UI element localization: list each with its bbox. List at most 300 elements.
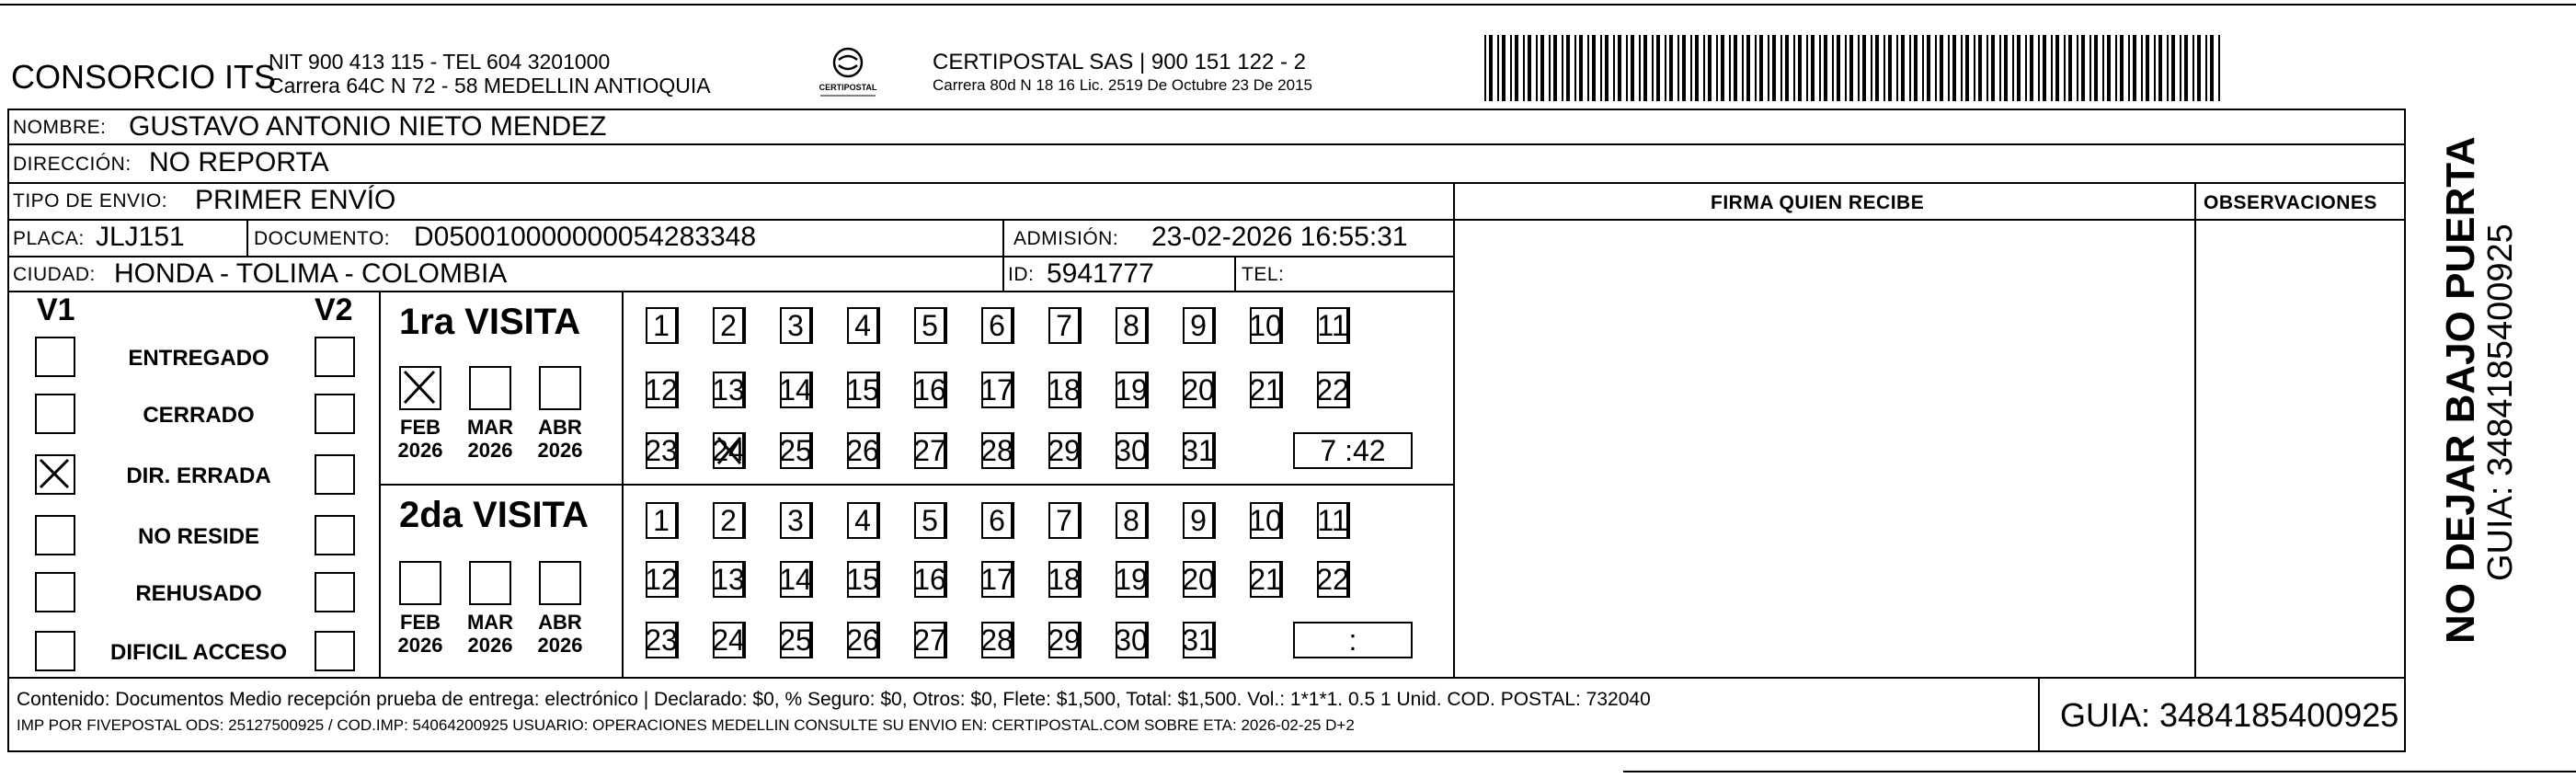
day-number: 6	[989, 503, 1005, 537]
bottom-rule	[1623, 771, 2576, 772]
day-cell[interactable]	[914, 432, 947, 469]
day-cell[interactable]	[780, 622, 813, 658]
day-cell[interactable]	[1183, 307, 1216, 344]
barcode-bar	[2192, 35, 2194, 101]
day-number: 1	[653, 308, 670, 342]
status-v2-checkbox[interactable]	[315, 394, 355, 434]
status-v1-checkbox[interactable]	[35, 515, 75, 555]
check-mark-icon	[715, 434, 746, 469]
barcode-bar	[1940, 35, 1943, 101]
barcode-bar	[1579, 35, 1583, 101]
barcode-bar	[1592, 35, 1596, 101]
side-warning: NO DEJAR BAJO PUERTA	[2438, 136, 2483, 644]
barcode-bar	[2081, 35, 2085, 101]
day-cell[interactable]	[1048, 561, 1082, 598]
day-number: 28	[980, 433, 1013, 467]
day-cell[interactable]	[914, 307, 947, 344]
barcode-bar	[1703, 35, 1705, 101]
barcode-bar	[1631, 35, 1634, 101]
barcode-bar	[1695, 35, 1699, 101]
day-cell[interactable]	[981, 561, 1014, 598]
day-number: 30	[1115, 623, 1148, 657]
status-v2-checkbox[interactable]	[315, 572, 355, 612]
day-cell[interactable]	[1116, 502, 1149, 539]
day-number: 1	[653, 503, 670, 537]
day-number: 20	[1182, 372, 1215, 406]
grid-line	[2038, 677, 2040, 752]
day-number: 9	[1190, 503, 1207, 537]
footer-content-line: Contenido: Documentos Medio recepción prueba de entrega: electrónico | Declarado: $0, % Seguro: $0, Otros: $0, Flete: $1,500, Total: $1,500. Vol.: 1*1*1. 0.5 1 Unid. COD. POSTAL: 732040	[17, 689, 1651, 710]
month-checkbox[interactable]	[539, 561, 581, 605]
day-cell[interactable]	[646, 432, 679, 469]
barcode-bar	[2055, 35, 2059, 101]
day-cell[interactable]	[713, 432, 746, 469]
barcode-bar	[1656, 35, 1660, 101]
day-cell[interactable]	[1317, 502, 1350, 539]
day-cell[interactable]	[780, 561, 813, 598]
day-number: 7	[1056, 308, 1072, 342]
barcode-bar	[1502, 35, 1506, 101]
ciudad-value: HONDA - TOLIMA - COLOMBIA	[114, 258, 508, 289]
day-cell[interactable]	[646, 502, 679, 539]
barcode-bar	[1991, 35, 1995, 101]
month-year: 2026	[397, 439, 443, 463]
day-number: 30	[1115, 433, 1148, 467]
month-checkbox[interactable]	[469, 561, 511, 605]
first-visit-title: 1ra VISITA	[399, 302, 581, 342]
barcode-bar	[1759, 35, 1763, 101]
day-number: 8	[1123, 308, 1139, 342]
direccion-label: DIRECCIÓN:	[13, 154, 132, 175]
day-number: 3	[787, 503, 804, 537]
month-year: 2026	[467, 439, 513, 463]
day-number: 4	[854, 308, 871, 342]
barcode-bar	[2043, 35, 2046, 101]
month-name: FEB	[400, 611, 441, 634]
documento-value: D050010000000054283348	[414, 222, 757, 252]
day-number: 6	[989, 308, 1005, 342]
day-cell[interactable]	[981, 622, 1014, 658]
day-cell[interactable]	[1048, 622, 1082, 658]
day-number: 25	[779, 623, 812, 657]
grid-line	[1453, 182, 1455, 677]
barcode-bar	[2184, 35, 2188, 101]
day-number: 31	[1182, 623, 1215, 657]
day-cell[interactable]	[1250, 502, 1283, 539]
day-cell[interactable]	[1183, 372, 1216, 408]
day-cell[interactable]	[1317, 372, 1350, 408]
day-cell[interactable]	[646, 307, 679, 344]
day-number: 5	[922, 308, 938, 342]
certipostal-logo	[811, 44, 885, 101]
barcode-bar	[1489, 35, 1493, 101]
barcode-bar	[2107, 35, 2111, 101]
day-cell[interactable]	[1116, 622, 1149, 658]
barcode-bar	[1824, 35, 1827, 101]
day-cell[interactable]	[1048, 432, 1082, 469]
barcode-bar	[2038, 35, 2040, 101]
day-number: 13	[712, 562, 745, 596]
status-v1-checkbox[interactable]	[35, 394, 75, 434]
day-cell[interactable]	[646, 622, 679, 658]
status-label: NO RESIDE	[137, 524, 260, 549]
day-cell[interactable]	[847, 502, 880, 539]
grid-line	[246, 219, 248, 257]
time-box[interactable]: 7 :42	[1293, 432, 1413, 469]
barcode-bar	[1798, 35, 1802, 101]
direccion-value: NO REPORTA	[149, 147, 329, 177]
grid-line	[2404, 109, 2406, 752]
month-label	[531, 611, 590, 658]
day-number: 10	[1249, 503, 1282, 537]
barcode-bar	[1999, 35, 2001, 101]
day-cell[interactable]	[1048, 307, 1082, 344]
barcode-bar	[1978, 35, 1982, 101]
v2-header: V2	[315, 292, 353, 327]
day-number: 2	[720, 308, 737, 342]
barcode-bar	[1845, 35, 1847, 101]
observaciones-header: OBSERVACIONES	[2204, 192, 2377, 213]
barcode-bar	[2089, 35, 2091, 101]
day-cell[interactable]	[1116, 307, 1149, 344]
day-cell[interactable]	[1048, 502, 1082, 539]
placa-value: JLJ151	[96, 222, 185, 252]
day-number: 23	[645, 433, 678, 467]
day-number: 27	[913, 623, 946, 657]
barcode-bar	[1562, 35, 1563, 101]
day-number: 11	[1317, 503, 1348, 537]
day-cell[interactable]	[1183, 502, 1216, 539]
day-number: 28	[980, 623, 1013, 657]
grid-line	[7, 143, 2406, 145]
barcode-bar	[1871, 35, 1872, 101]
status-v2-checkbox[interactable]	[315, 631, 355, 671]
barcode-bar	[1643, 35, 1647, 101]
barcode-bar	[2218, 35, 2220, 101]
footer-print-line: IMP POR FIVEPOSTAL ODS: 25127500925 / COD.IMP: 54064200925 USUARIO: OPERACIONES MEDELLIN CONSULTE SU ENVIO EN: CERTIPOSTAL.COM SOBRE ETA: 2026-02-25 D+2	[17, 716, 1355, 734]
barcode-bar	[1587, 35, 1589, 101]
day-number: 19	[1115, 562, 1148, 596]
day-cell[interactable]	[1183, 561, 1216, 598]
day-cell[interactable]	[1250, 372, 1283, 408]
barcode-bar	[1901, 35, 1905, 101]
barcode-bar	[1566, 35, 1570, 101]
day-cell[interactable]	[981, 372, 1014, 408]
grid-line	[7, 109, 9, 752]
grid-line	[7, 750, 2406, 752]
barcode-bar	[1819, 35, 1821, 101]
barcode-bar	[1935, 35, 1937, 101]
svg-text:CERTIPOSTAL: CERTIPOSTAL	[819, 83, 877, 92]
grid-line	[7, 109, 2406, 110]
day-cell[interactable]	[1317, 307, 1350, 344]
check-mark-icon	[37, 456, 74, 493]
barcode-bar	[1690, 35, 1692, 101]
barcode-bar	[1965, 35, 1969, 101]
barcode-bar	[1875, 35, 1879, 101]
day-number: 2	[720, 503, 737, 537]
day-number: 15	[846, 562, 879, 596]
barcode-bar	[2128, 35, 2130, 101]
day-cell[interactable]	[780, 502, 813, 539]
barcode-bar	[2102, 35, 2104, 101]
id-value: 5941777	[1047, 258, 1154, 289]
barcode-bar	[1536, 35, 1538, 101]
day-cell[interactable]	[780, 307, 813, 344]
barcode-bar	[1806, 35, 1808, 101]
status-label: ENTREGADO	[128, 346, 269, 371]
day-cell[interactable]	[713, 502, 746, 539]
status-v1-checkbox[interactable]	[35, 454, 75, 495]
day-cell[interactable]	[713, 307, 746, 344]
month-label	[461, 611, 520, 658]
tipo-envio-label: TIPO DE ENVIO:	[13, 190, 168, 212]
barcode-bar	[1793, 35, 1795, 101]
barcode-bar	[1832, 35, 1834, 101]
month-label	[531, 416, 590, 463]
documento-label: DOCUMENTO:	[254, 228, 391, 249]
day-cell[interactable]	[1048, 372, 1082, 408]
month-label	[391, 611, 450, 658]
day-cell[interactable]	[847, 372, 880, 408]
day-number: 23	[645, 623, 678, 657]
nombre-label: NOMBRE:	[13, 117, 107, 138]
barcode-bar	[1510, 35, 1512, 101]
barcode-bar	[1626, 35, 1628, 101]
month-year: 2026	[397, 634, 443, 658]
day-cell[interactable]	[847, 561, 880, 598]
grid-line	[7, 291, 1455, 292]
day-number: 3	[787, 308, 804, 342]
day-cell[interactable]	[847, 432, 880, 469]
barcode-bar	[1883, 35, 1885, 101]
barcode-bar	[1540, 35, 1544, 101]
status-v2-checkbox[interactable]	[315, 515, 355, 555]
barcode-bar	[1948, 35, 1950, 101]
barcode-bar	[1708, 35, 1712, 101]
day-cell[interactable]	[1116, 432, 1149, 469]
day-number: 16	[913, 562, 946, 596]
barcode-bar	[1922, 35, 1924, 101]
day-number: 29	[1048, 433, 1081, 467]
barcode-bar	[1858, 35, 1860, 101]
day-cell[interactable]	[981, 432, 1014, 469]
month-name: ABR	[538, 611, 582, 634]
month-label	[391, 416, 450, 463]
grid-line	[379, 484, 1455, 486]
grid-line	[622, 291, 624, 677]
day-number: 22	[1316, 372, 1349, 406]
day-cell[interactable]	[713, 622, 746, 658]
admision-value: 23-02-2026 16:55:31	[1151, 222, 1408, 252]
barcode-bar	[1528, 35, 1531, 101]
barcode-bar	[2068, 35, 2072, 101]
barcode-bar	[1896, 35, 1898, 101]
time-box[interactable]: :	[1293, 622, 1413, 658]
barcode-bar	[1605, 35, 1609, 101]
month-name: MAR	[466, 611, 514, 634]
barcode-bar	[2133, 35, 2136, 101]
day-cell[interactable]	[1116, 561, 1149, 598]
day-cell[interactable]	[1116, 372, 1149, 408]
barcode-bar	[2017, 35, 2021, 101]
barcode-bar	[1780, 35, 1782, 101]
id-label: ID:	[1008, 264, 1035, 285]
day-number: 16	[913, 372, 946, 406]
barcode-bar	[2167, 35, 2169, 101]
status-v1-checkbox[interactable]	[35, 337, 75, 377]
day-number: 22	[1316, 562, 1349, 596]
barcode-bar	[1961, 35, 1963, 101]
barcode-bar	[1515, 35, 1518, 101]
barcode-bar	[2171, 35, 2175, 101]
nombre-value: GUSTAVO ANTONIO NIETO MENDEZ	[129, 111, 607, 142]
day-number: 24	[712, 433, 745, 467]
day-number: 8	[1123, 503, 1139, 537]
day-cell[interactable]	[914, 561, 947, 598]
month-checkbox[interactable]	[399, 366, 441, 410]
day-number: 12	[645, 372, 678, 406]
day-cell[interactable]	[1250, 307, 1283, 344]
month-checkbox[interactable]	[399, 561, 441, 605]
day-cell[interactable]	[1183, 432, 1216, 469]
admision-label: ADMISIÓN:	[1013, 228, 1119, 249]
month-year: 2026	[537, 439, 583, 463]
status-label: REHUSADO	[135, 581, 262, 606]
day-number: 18	[1048, 562, 1081, 596]
status-v1-checkbox[interactable]	[35, 572, 75, 612]
day-cell[interactable]	[847, 622, 880, 658]
barcode-bar	[1811, 35, 1815, 101]
tel-label: TEL:	[1242, 264, 1285, 285]
barcode-bar	[1768, 35, 1769, 101]
tipo-envio-value: PRIMER ENVÍO	[195, 185, 396, 215]
barcode-bar	[2004, 35, 2008, 101]
barcode-bar	[1549, 35, 1551, 101]
barcode-bar	[1772, 35, 1776, 101]
day-number: 17	[980, 562, 1013, 596]
day-cell[interactable]	[914, 372, 947, 408]
barcode-bar	[1523, 35, 1525, 101]
day-cell[interactable]	[1250, 561, 1283, 598]
grid-line	[7, 219, 2406, 221]
barcode-bar	[2141, 35, 2143, 101]
status-v2-checkbox[interactable]	[315, 454, 355, 495]
day-cell[interactable]	[780, 432, 813, 469]
status-v1-checkbox[interactable]	[35, 631, 75, 671]
barcode-bar	[2025, 35, 2027, 101]
day-cell[interactable]	[713, 561, 746, 598]
company-address: Carrera 64C N 72 - 58 MEDELLIN ANTIOQUIA	[269, 74, 711, 97]
month-year: 2026	[537, 634, 583, 658]
barcode-bar	[1716, 35, 1718, 101]
month-checkbox[interactable]	[469, 366, 511, 410]
day-number: 21	[1249, 372, 1282, 406]
day-number: 17	[980, 372, 1013, 406]
barcode-bar	[1734, 35, 1737, 101]
day-cell[interactable]	[847, 307, 880, 344]
day-cell[interactable]	[914, 622, 947, 658]
day-cell[interactable]	[981, 307, 1014, 344]
barcode-bar	[1682, 35, 1686, 101]
barcode-bar	[2077, 35, 2078, 101]
day-number: 24	[712, 623, 745, 657]
grid-line	[7, 182, 2406, 184]
day-number: 11	[1317, 308, 1348, 342]
v1-header: V1	[37, 292, 75, 327]
month-name: MAR	[466, 416, 514, 439]
day-number: 18	[1048, 372, 1081, 406]
second-visit-title: 2da VISITA	[399, 495, 589, 535]
barcode-bar	[1909, 35, 1911, 101]
day-number: 29	[1048, 623, 1081, 657]
barcode	[1484, 35, 2224, 101]
top-border	[0, 4, 2576, 6]
grid-line	[1002, 219, 1004, 292]
day-cell[interactable]	[780, 372, 813, 408]
status-v2-checkbox[interactable]	[315, 337, 355, 377]
day-number: 10	[1249, 308, 1282, 342]
company-name: CONSORCIO ITS	[11, 58, 277, 96]
barcode-bar	[1927, 35, 1930, 101]
day-number: 5	[922, 503, 938, 537]
barcode-bar	[1497, 35, 1499, 101]
grid-line	[379, 291, 381, 677]
barcode-bar	[1914, 35, 1918, 101]
barcode-bar	[2210, 35, 2214, 101]
barcode-bar	[2120, 35, 2124, 101]
month-name: FEB	[400, 416, 441, 439]
day-number: 19	[1115, 372, 1148, 406]
barcode-bar	[1952, 35, 1956, 101]
barcode-bar	[2146, 35, 2149, 101]
month-label	[461, 416, 520, 463]
grid-line	[1234, 256, 1236, 292]
day-number: 9	[1190, 308, 1207, 342]
barcode-bar	[1600, 35, 1602, 101]
day-number: 4	[854, 503, 871, 537]
day-cell[interactable]	[1183, 622, 1216, 658]
day-number: 14	[779, 372, 812, 406]
barcode-bar	[2064, 35, 2066, 101]
side-guia: GUIA: 3484185400925	[2481, 223, 2520, 581]
day-cell[interactable]	[981, 502, 1014, 539]
grid-line	[7, 677, 2406, 679]
barcode-bar	[2051, 35, 2053, 101]
day-number: 31	[1182, 433, 1215, 467]
day-cell[interactable]	[914, 502, 947, 539]
barcode-bar	[1669, 35, 1673, 101]
day-cell[interactable]	[646, 372, 679, 408]
day-cell[interactable]	[646, 561, 679, 598]
month-checkbox[interactable]	[539, 366, 581, 410]
barcode-bar	[1677, 35, 1679, 101]
day-cell[interactable]	[713, 372, 746, 408]
barcode-bar	[2197, 35, 2201, 101]
barcode-bar	[1755, 35, 1757, 101]
grid-line	[7, 256, 1455, 257]
barcode-bar	[1785, 35, 1789, 101]
barcode-bar	[1618, 35, 1621, 101]
check-mark-icon	[401, 368, 440, 408]
status-label: CERRADO	[143, 403, 255, 428]
barcode-bar	[1746, 35, 1750, 101]
barcode-bar	[1742, 35, 1744, 101]
ciudad-label: CIUDAD:	[13, 264, 96, 285]
carrier-address: Carrera 80d N 18 16 Lic. 2519 De Octubre 23 De 2015	[933, 76, 1312, 94]
day-cell[interactable]	[1317, 561, 1350, 598]
day-number: 7	[1056, 503, 1072, 537]
